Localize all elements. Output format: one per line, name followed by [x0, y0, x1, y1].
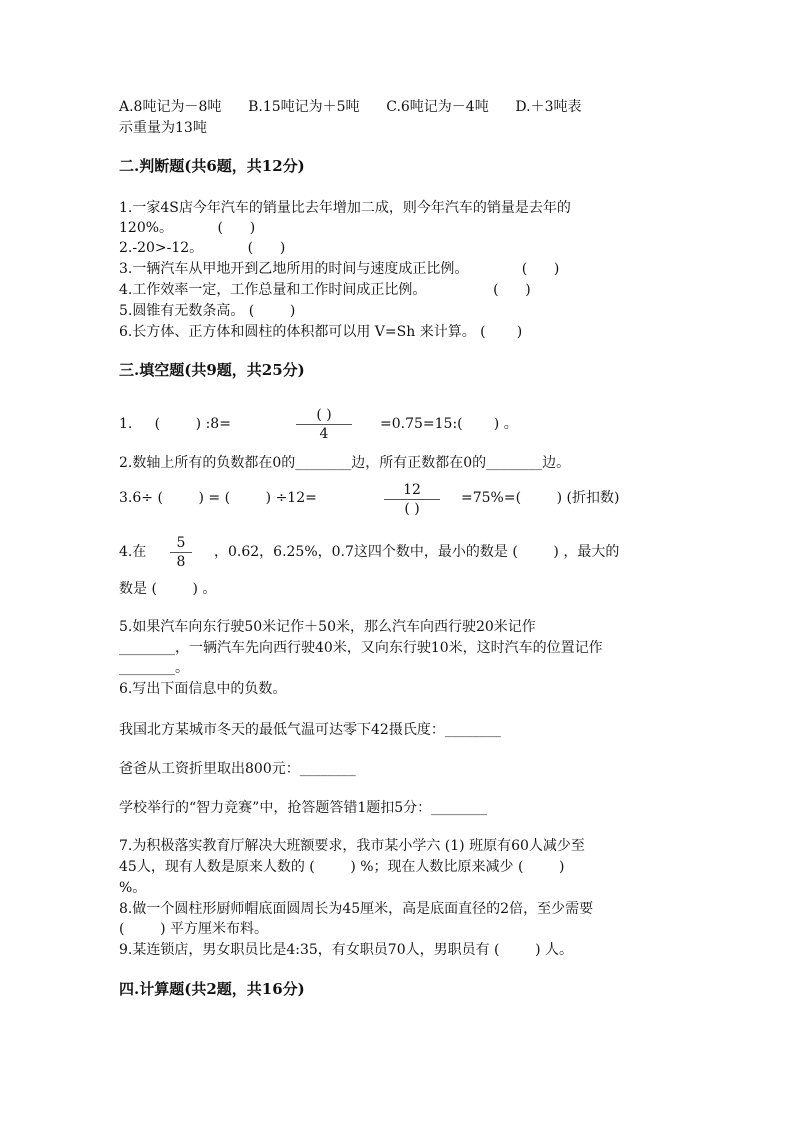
- section-heading-calc: 四.计算题(共2题，共16分): [119, 980, 305, 998]
- fill-q3-right: =75%=( ) (折扣数): [461, 490, 620, 506]
- fraction-numerator: 12: [403, 482, 421, 498]
- section-heading-judgment: 二.判断题(共6题，共12分): [119, 157, 305, 175]
- fill-q6-item1: 我国北方某城市冬天的最低气温可达零下42摄氏度：________: [119, 722, 501, 738]
- fraction-denominator: 8: [176, 554, 186, 570]
- fill-q5-cont: ________，一辆汽车先向西行驶40米，又向东行驶10米，这时汽车的位置记作: [119, 640, 603, 656]
- fraction-numerator: ( ): [316, 407, 332, 423]
- judgment-q1-cont: 120%。 ( ): [119, 220, 256, 236]
- judgment-q6: 6.长方体、正方体和圆柱的体积都可以用 V=Sh 来计算。 ( ): [119, 324, 523, 340]
- fill-q4-cont: 数是 ( ) 。: [119, 581, 217, 597]
- fill-q7-cont2: %。: [119, 880, 147, 896]
- fill-q4-left: 4.在: [119, 544, 147, 560]
- fill-q4-fraction: [170, 535, 192, 570]
- fraction-numerator: 5: [176, 535, 186, 551]
- choice-options: A.8吨记为－8吨 B.15吨记为＋5吨 C.6吨记为－4吨 D.＋3吨表: [119, 99, 582, 115]
- fill-q1-right: =0.75=15:( ) 。: [380, 416, 518, 432]
- fraction-denominator: 4: [319, 426, 329, 442]
- fill-q1-fraction: [296, 407, 352, 442]
- fill-q8: 8.做一个圆柱形厨师帽底面圆周长为45厘米，高是底面直径的2倍，至少需要: [119, 901, 594, 917]
- fill-q5: 5.如果汽车向东行驶50米记作＋50米，那么汽车向西行驶20米记作: [119, 619, 536, 635]
- fill-q6: 6.写出下面信息中的负数。: [119, 681, 287, 697]
- fill-q1-left: 1. ( ) :8=: [119, 416, 231, 432]
- fill-q9: 9.某连锁店，男女职员比是4:35，有女职员70人，男职员有 ( ) 人。: [119, 942, 574, 958]
- choice-options-cont: 示重量为13吨: [119, 120, 207, 136]
- fill-q3-left: 3.6÷ ( ) = ( ) ÷12=: [119, 490, 317, 506]
- fraction-bar: [296, 424, 352, 425]
- fill-q5-cont2: ________。: [119, 660, 189, 676]
- fraction-denominator: ( ): [404, 501, 420, 517]
- judgment-q3: 3.一辆汽车从甲地开到乙地所用的时间与速度成正比例。 ( ): [119, 261, 560, 277]
- judgment-q4: 4.工作效率一定，工作总量和工作时间成正比例。 ( ): [119, 282, 531, 298]
- fill-q6-item2: 爸爸从工资折里取出800元：________: [119, 761, 356, 777]
- fill-q6-item3: 学校举行的“智力竞赛”中，抢答题答错1题扣5分：________: [119, 800, 488, 816]
- judgment-q5: 5.圆锥有无数条高。 ( ): [119, 303, 296, 319]
- fraction-bar: [384, 499, 440, 500]
- fill-q2: 2.数轴上所有的负数都在0的________边，所有正数都在0的________边。: [119, 455, 571, 471]
- fill-q3-fraction: [384, 482, 440, 517]
- fill-q4-right: ，0.62，6.25%，0.7这四个数中，最小的数是 ( ) ，最大的: [214, 544, 620, 560]
- fraction-bar: [170, 552, 192, 553]
- section-heading-fill: 三.填空题(共9题，共25分): [119, 361, 305, 379]
- fill-q7-cont: 45人，现有人数是原来人数的 ( ) %；现在人数比原来减少 ( ): [119, 859, 565, 875]
- judgment-q2: 2.-20>-12。 ( ): [119, 240, 286, 256]
- judgment-q1: 1.一家4S店今年汽车的销量比去年增加二成，则今年汽车的销量是去年的: [119, 200, 571, 216]
- fill-q7: 7.为积极落实教育厅解决大班额要求，我市某小学六 (1) 班原有60人减少至: [119, 838, 585, 854]
- fill-q8-cont: ( ) 平方厘米布料。: [119, 921, 268, 937]
